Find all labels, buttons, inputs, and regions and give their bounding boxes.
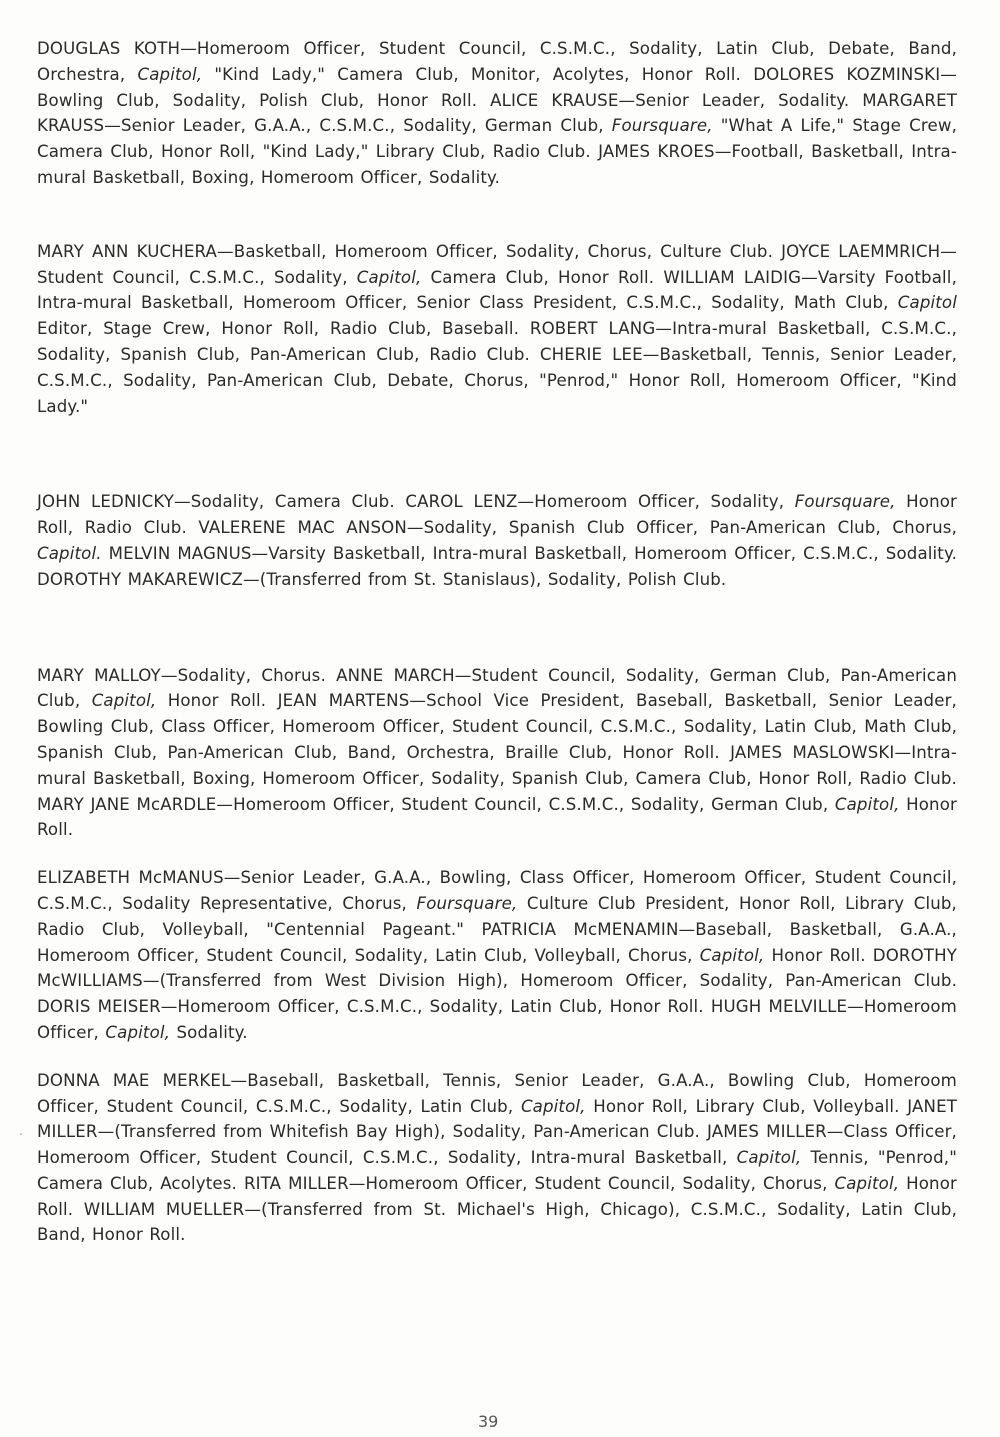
paragraph-text: Honor Roll, Library Club, Volleyball. JANET MILLER—(Transferred from Whitefish Bay High), Sodality, Pan-American Club. JAMES MILLER—Class Officer, Homeroom Officer, Student Council, C.S.M.C., Sodality, Intra-mural Basketball, (37, 1096, 957, 1168)
italic-title-text: Capitol. (37, 543, 102, 563)
paragraph-text: DONNA MAE MERKEL—Baseball, Basketball, Tennis, Senior Leader, G.A.A., Bowling Club, Homeroom Officer, Student Council, C.S.M.C., Sodality, Latin Club, (37, 1070, 957, 1116)
italic-title-text: Capitol, (834, 794, 900, 814)
paragraph-text: Honor Roll. WILLIAM MUELLER—(Transferred from St. Michael's High, Chicago), C.S.M.C., Sodality, Latin Club, Band, Honor Roll. (37, 1173, 957, 1245)
paragraph-text: Honor Roll, Radio Club. VALERENE MAC ANSON—Sodality, Spanish Club Officer, Pan-American Club, Chorus, (37, 492, 958, 538)
paragraph-kuchera-lee (37, 239, 957, 420)
paragraph-text: Editor, Stage Crew, Honor Roll, Radio Club, Baseball. ROBERT LANG—Intra-mural Basketball, C.S.M.C., Sodality, Spanish Club, Pan-American Club, Radio Club. CHERIE LEE—Basketball, Tennis, Senior Leader, C.S.M.C., Sodality, Pan-American Club, Debate, Chorus, "Penrod," Honor Roll, Homeroom Officer, "Kind Lady." (37, 319, 957, 416)
paragraph-text: Honor Roll. (37, 794, 957, 840)
senior-activities-page (37, 36, 957, 1248)
paragraph-text: Honor Roll. DOROTHY McWILLIAMS—(Transferred from West Division High), Homeroom Officer, Sodality, Pan-American Club. DORIS MEISER—Homeroom Officer, C.S.M.C., Sodality, Latin Club, Honor Roll. HUGH MELVILLE—Homeroom Officer, (37, 945, 957, 1042)
italic-title-text: Capitol (897, 293, 957, 313)
paragraph-text: DOUGLAS KOTH—Homeroom Officer, Student Council, C.S.M.C., Sodality, Latin Club, Debate, Band, Orchestra, (37, 39, 957, 84)
italic-title-text: Capitol, (520, 1096, 586, 1116)
paragraph-lednicky-makarewicz (37, 489, 957, 592)
paragraph-text: MELVIN MAGNUS—Varsity Basketball, Intra-mural Basketball, Homeroom Officer, C.S.M.C., Sodality. DOROTHY MAKAREWICZ—(Transferred from St. Stanislaus), Sodality, Polish Club. (37, 543, 957, 589)
italic-title-text: Capitol, (105, 1022, 171, 1042)
italic-title-text: Capitol, (137, 64, 203, 84)
paragraph-text: MARY MALLOY—Sodality, Chorus. ANNE MARCH—Student Council, Sodality, German Club, Pan-American Club, (37, 665, 957, 711)
paragraph-text: ELIZABETH McMANUS—Senior Leader, G.A.A., Bowling, Class Officer, Homeroom Officer, Student Council, C.S.M.C., Sodality Representative, Chorus, (37, 868, 957, 913)
italic-title-text: Foursquare, (416, 893, 518, 913)
paragraph-text: Honor Roll. JEAN MARTENS—School Vice President, Baseball, Basketball, Senior Leader, Bowling Club, Class Officer, Homeroom Officer, Student Council, C.S.M.C., Sodality, Latin Club, Math Club, Spanish Club, Pan-American Club, Band, Orchestra, Braille Club, Honor Roll. JAMES MASLOWSKI—Intra-mural Basketball, Boxing, Homeroom Officer, Sodality, Spanish Club, Camera Club, Honor Roll, Radio Club. MARY JANE McARDLE—Homeroom Officer, Student Council, C.S.M.C., Sodality, German Club, (37, 691, 957, 814)
italic-title-text: Capitol, (834, 1173, 900, 1193)
italic-title-text: Foursquare, (611, 116, 713, 136)
paragraph-text: "What A Life," Stage Crew, Camera Club, Honor Roll, "Kind Lady," Library Club, Radio Club. JAMES KROES—Football, Basketball, Intra-mural Basketball, Boxing, Homeroom Officer, Sodality. (37, 116, 957, 187)
paragraph-text: MARY ANN KUCHERA—Basketball, Homeroom Officer, Sodality, Chorus, Culture Club. JOYCE LAEMMRICH—Student Council, C.S.M.C., Sodality, (37, 241, 957, 287)
italic-title-text: Capitol, (736, 1148, 802, 1168)
paragraph-text: Sodality. (170, 1022, 248, 1042)
italic-title-text: Capitol, (356, 267, 422, 287)
paragraph-text: Culture Club President, Honor Roll, Library Club, Radio Club, Volleyball, "Centennial Pageant." PATRICIA McMENAMIN—Baseball, Basketball, G.A.A., Homeroom Officer, Student Council, Sodality, Latin Club, Volleyball, Chorus, (37, 893, 957, 965)
italic-title-text: Foursquare, (794, 492, 896, 512)
paragraph-text: Camera Club, Honor Roll. WILLIAM LAIDIG—Varsity Football, Intra-mural Basketball, Homeroom Officer, Senior Class President, C.S.M.C., Sodality, Math Club, (37, 267, 957, 313)
paragraph-text: "Kind Lady," Camera Club, Monitor, Acolytes, Honor Roll. DOLORES KOZMINSKI—Bowling Club, Sodality, Polish Club, Honor Roll. ALICE KRAUSE—Senior Leader, Sodality. MARGARET KRAUSS—Senior Leader, G.A.A., C.S.M.C., Sodality, German Club, (37, 64, 957, 136)
paragraph-mcmanus-melville (37, 865, 957, 1046)
paragraph-merkel-mueller (37, 1068, 957, 1249)
paragraph-text: Tennis, "Penrod," Camera Club, Acolytes. RITA MILLER—Homeroom Officer, Student Council, Sodality, Chorus, (37, 1148, 957, 1193)
paragraph-koth-kroes (37, 36, 957, 191)
paragraph-malloy-mcardle (37, 663, 957, 844)
paper-speck (20, 1133, 22, 1135)
italic-title-text: Capitol, (699, 945, 765, 965)
page-number: 39 (478, 1412, 499, 1431)
italic-title-text: Capitol, (91, 691, 157, 711)
paragraph-text: JOHN LEDNICKY—Sodality, Camera Club. CAROL LENZ—Homeroom Officer, Sodality, (37, 492, 795, 512)
